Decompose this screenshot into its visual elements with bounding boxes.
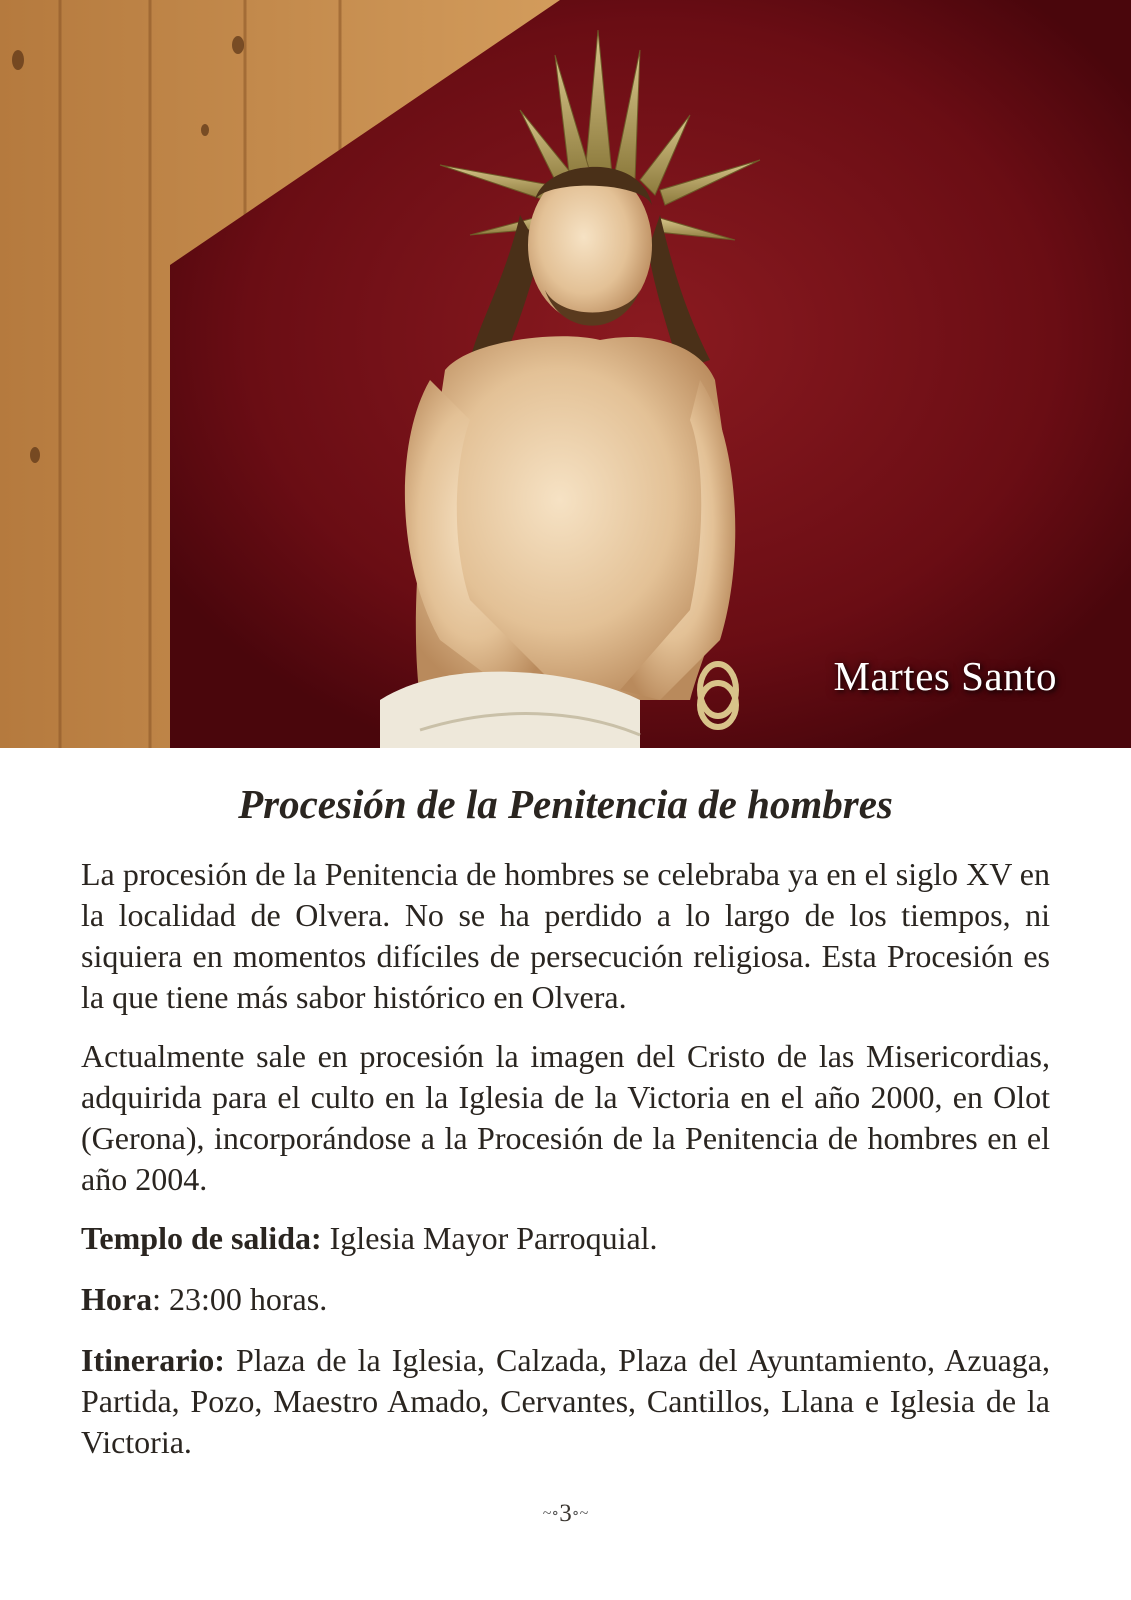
page-number: 3 bbox=[559, 1500, 572, 1527]
paragraph-history: La procesión de la Penitencia de hombres se celebraba ya en el siglo XV en la localidad de Olvera. No se ha perdido a lo largo de los tiempos, ni siquiera en momentos difíciles de persecución religiosa. Esta Procesión es la que tiene más sabor histórico en Olvera. bbox=[81, 856, 1050, 1015]
page-footer bbox=[0, 1500, 1131, 1528]
templo-info bbox=[81, 1218, 1050, 1259]
hora-value: : 23:00 horas. bbox=[152, 1281, 328, 1317]
hora-info bbox=[81, 1279, 1050, 1320]
ornament-left-icon: ~∘ bbox=[542, 1505, 560, 1522]
page-title: Procesión de la Penitencia de hombres bbox=[238, 781, 893, 827]
christ-statue-image bbox=[0, 0, 1131, 748]
paragraph-current-image: Actualmente sale en procesión la imagen del Cristo de las Misericordias, adquirida para el culto en la Iglesia de la Victoria en el año 2000, en Olot (Gerona), incorporándose a la Procesión de la Penitencia de hombres en el año 2004. bbox=[81, 1038, 1050, 1197]
main-content bbox=[81, 776, 1050, 1483]
hero-caption: Martes Santo bbox=[833, 653, 1057, 699]
itinerario-label: Itinerario: bbox=[81, 1342, 225, 1378]
ornament-right-icon: ∘~ bbox=[571, 1505, 589, 1522]
templo-value: Iglesia Mayor Parroquial. bbox=[321, 1220, 658, 1256]
hero-photo bbox=[0, 0, 1131, 748]
templo-label: Templo de salida: bbox=[81, 1220, 322, 1256]
itinerario-value: Plaza de la Iglesia, Calzada, Plaza del Ayuntamiento, Azuaga, Partida, Pozo, Maestro Amado, Cervantes, Cantillos, Llana e Iglesia de la Victoria. bbox=[81, 1342, 1050, 1460]
hora-label: Hora bbox=[81, 1281, 153, 1317]
itinerario-info bbox=[81, 1340, 1050, 1463]
